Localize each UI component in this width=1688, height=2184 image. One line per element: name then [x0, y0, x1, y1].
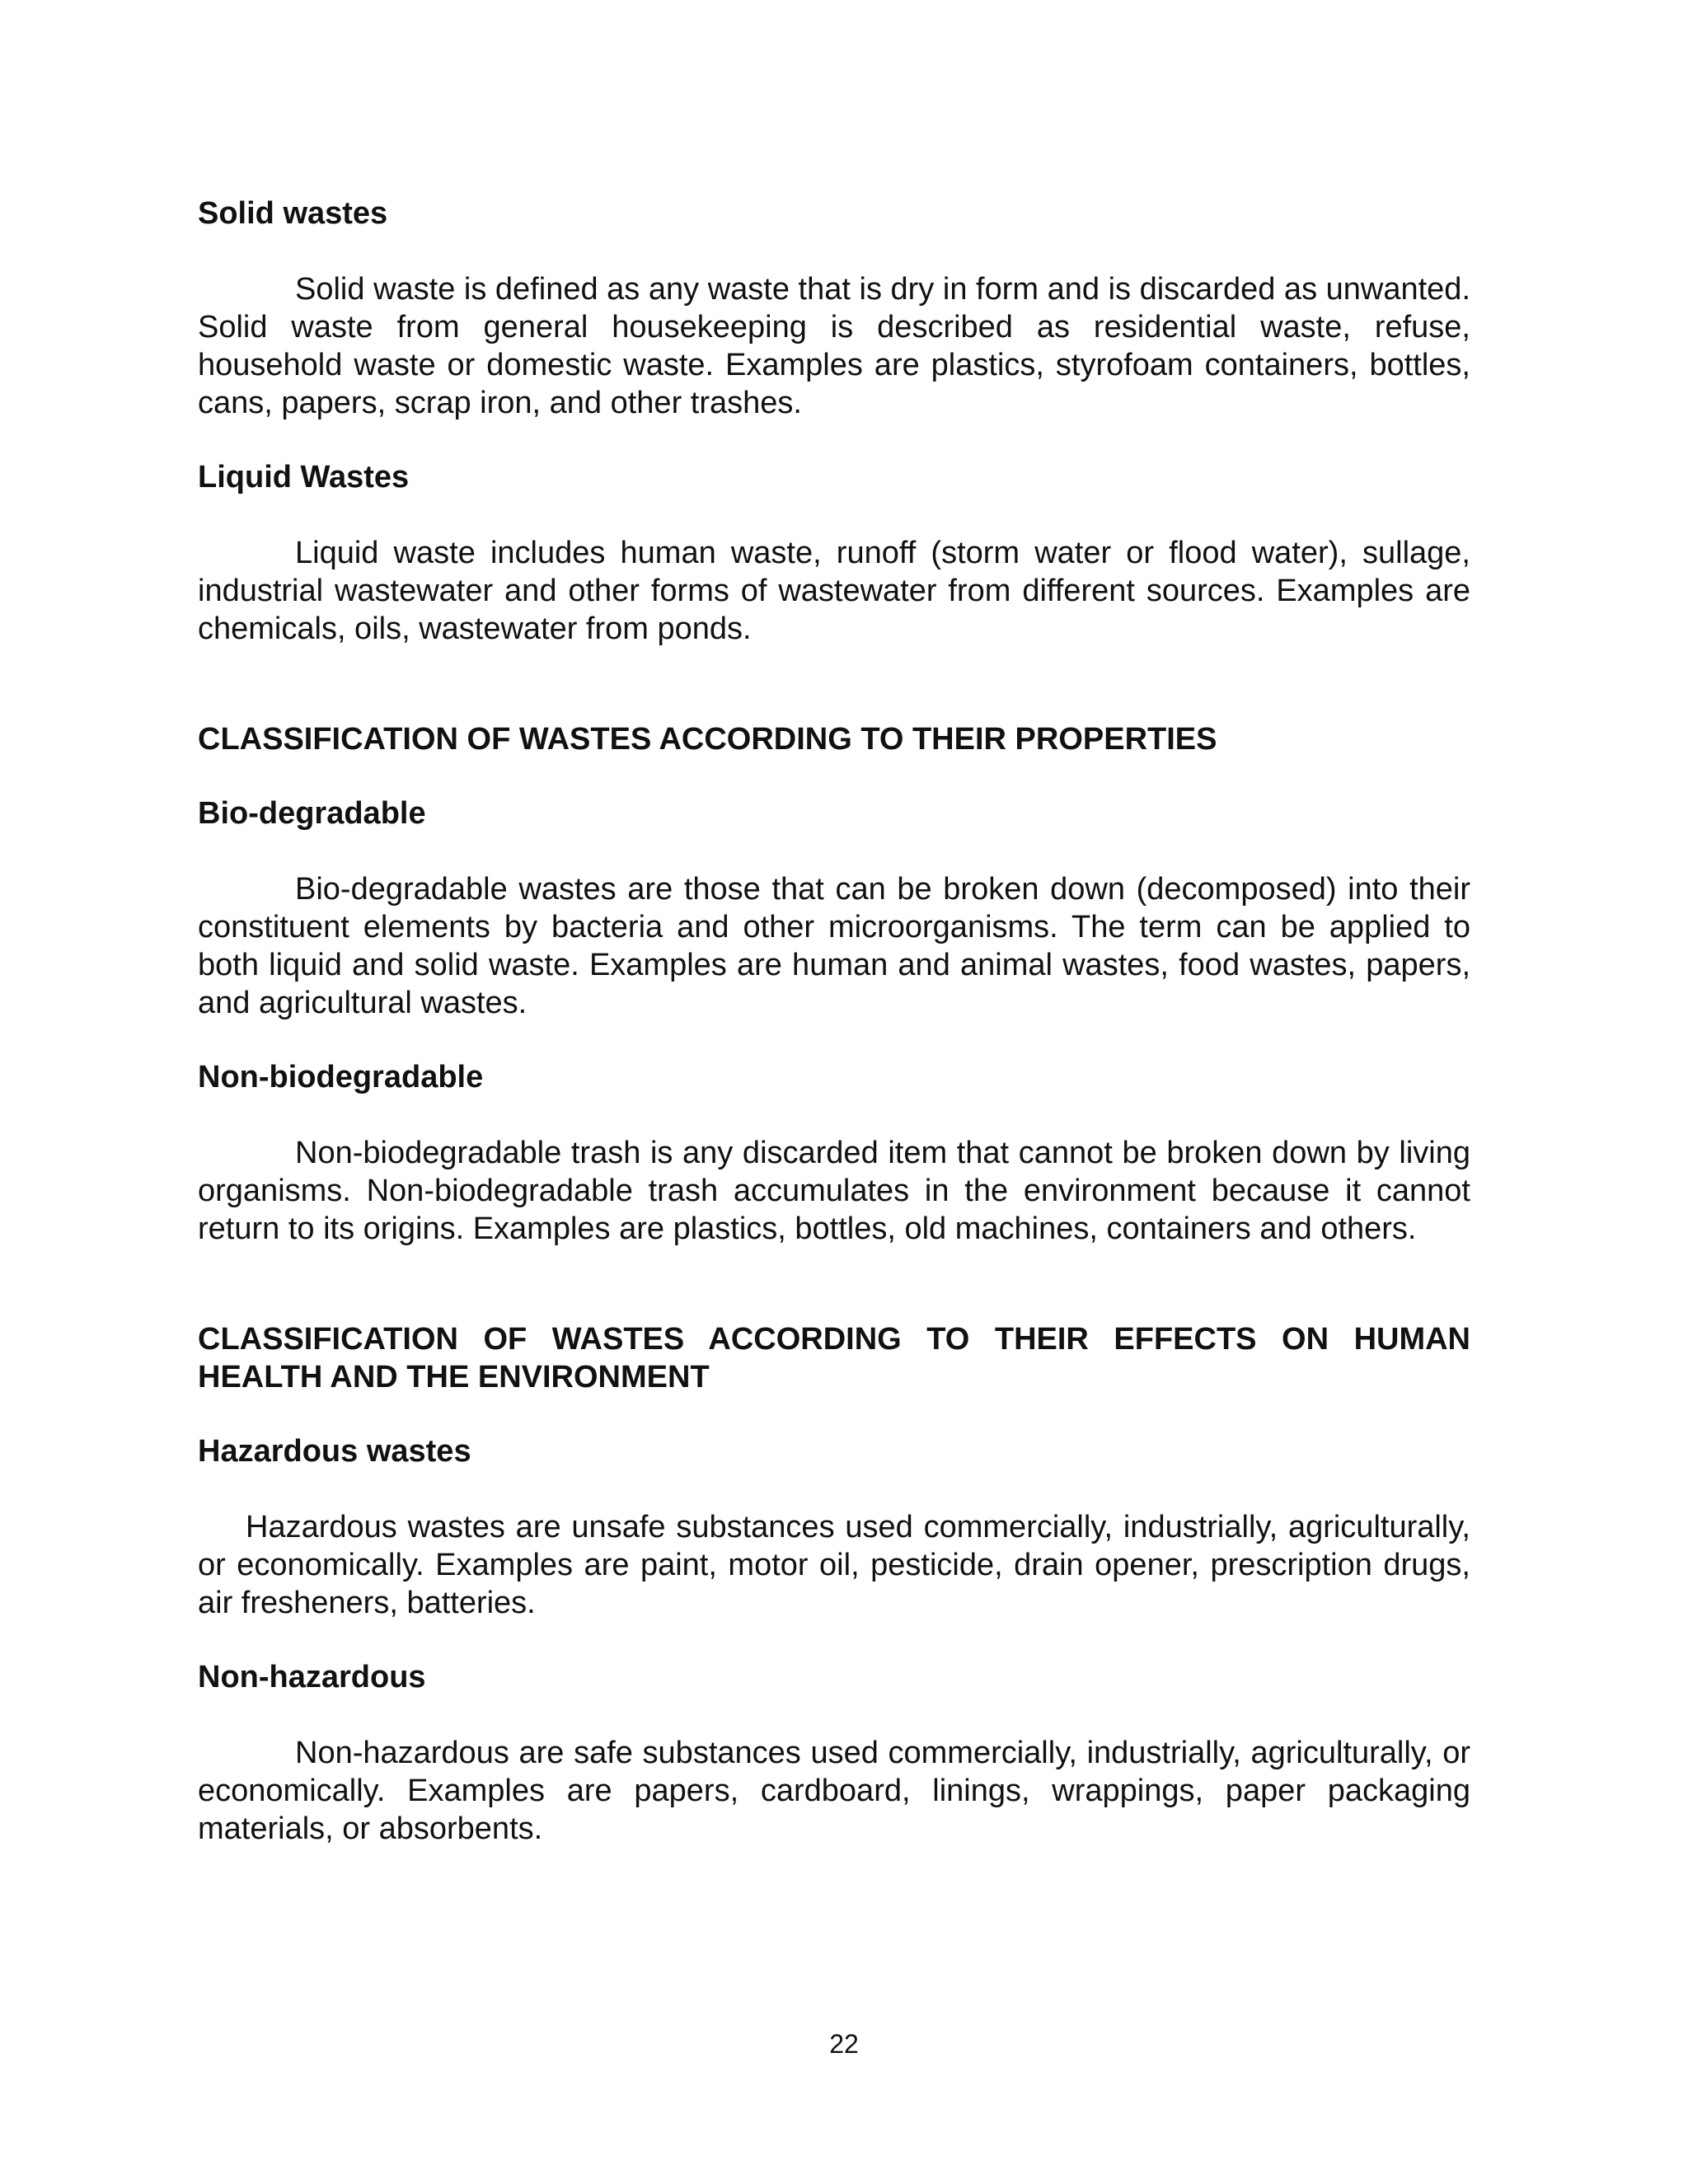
solid-wastes-paragraph: Solid waste is defined as any waste that is dry in form and is discarded as unwanted. Solid waste from general housekeeping is described as residential waste, refuse, household waste or domestic waste. Examples are plastics, styrofoam containers, bottles, cans, papers, scrap iron, and other trashes. [198, 272, 1470, 420]
solid-wastes-heading: Solid wastes [198, 196, 388, 231]
properties-section-heading: CLASSIFICATION OF WASTES ACCORDING TO THEIR PROPERTIES [198, 722, 1217, 757]
non-biodegradable-paragraph: Non-biodegradable trash is any discarded item that cannot be broken down by living organisms. Non-biodegradable trash accumulates in the environment because it cannot return to its origins. Examples are plastics, bottles, old machines, containers and others. [198, 1136, 1470, 1246]
non-biodegradable-heading: Non-biodegradable [198, 1060, 484, 1094]
liquid-wastes-heading: Liquid Wastes [198, 460, 410, 494]
effects-section-heading: CLASSIFICATION OF WASTES ACCORDING TO THEIR EFFECTS ON HUMAN HEALTH AND THE ENVIRONMENT [198, 1322, 1470, 1394]
page-number: 22 [829, 2029, 859, 2059]
biodegradable-paragraph: Bio-degradable wastes are those that can be broken down (decomposed) into their constituent elements by bacteria and other microorganisms. The term can be applied to both liquid and solid waste. Examples are human and animal wastes, food wastes, papers, and agricultural wastes. [198, 872, 1470, 1020]
non-hazardous-paragraph: Non-hazardous are safe substances used commercially, industrially, agriculturally, or economically. Examples are papers, cardboard, linings, wrappings, paper packaging materials, or absorbents. [198, 1736, 1470, 1846]
hazardous-wastes-paragraph: Hazardous wastes are unsafe substances used commercially, industrially, agriculturally, or economically. Examples are paint, motor oil, pesticide, drain opener, prescription drugs, air fresheners, batteries. [198, 1510, 1470, 1620]
non-hazardous-heading: Non-hazardous [198, 1660, 426, 1694]
liquid-wastes-paragraph: Liquid waste includes human waste, runoff (storm water or flood water), sullage, industrial wastewater and other forms of wastewater from different sources. Examples are chemicals, oils, wastewater from ponds. [198, 536, 1470, 646]
hazardous-wastes-heading: Hazardous wastes [198, 1434, 471, 1469]
biodegradable-heading: Bio-degradable [198, 796, 426, 831]
page-content [198, 194, 1470, 1848]
